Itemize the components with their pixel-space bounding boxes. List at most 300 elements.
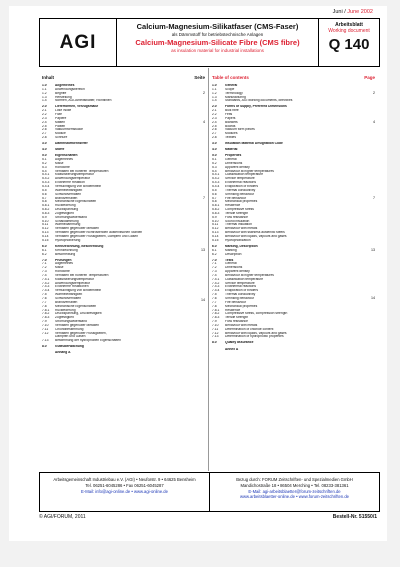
toc-entry-number: 7.8 <box>42 304 47 308</box>
toc-section <box>209 259 378 340</box>
toc-entry-number: 7.4.3 <box>42 285 50 289</box>
toc-entry <box>212 239 361 243</box>
toc-entry-number: 2.6 <box>42 128 47 132</box>
toc-entry-number: 1.2 <box>212 91 217 95</box>
toc-entry-title: Brandverhalten <box>55 196 78 200</box>
toc-entry-number: 7.12 <box>212 331 219 335</box>
toc-entry <box>42 239 191 243</box>
toc-entry <box>212 99 361 103</box>
toc-entry-number: 6.0 <box>212 244 217 248</box>
toc-entry-title: Filze <box>55 113 62 117</box>
toc-entry-title: Properties <box>225 154 242 158</box>
toc-entry-number: 2.5 <box>42 124 47 128</box>
toc-entry-number: 5.4.2 <box>212 177 220 181</box>
toc-entry-number: 8.0 <box>212 341 217 345</box>
toc-entry-number: 5.3 <box>42 165 47 169</box>
toc-entry-title: Fire behaviour <box>225 300 247 304</box>
toc-entry-title: Bulk fibre <box>225 109 239 113</box>
toc-entry-title: Determination of hydrophobic properties <box>225 335 284 339</box>
toc-entry-title: Mechanische Eigenschaften <box>55 304 97 308</box>
toc-entry-title: Verhalten gegenüber nichtrostenden austenitischen Stählen <box>55 231 143 235</box>
toc-entry-number: 4.0 <box>42 148 47 152</box>
toc-entry-number: 5.12 <box>42 227 49 231</box>
toc-entry-number: 6.1 <box>42 248 47 252</box>
toc-entry-number: 7.4.2 <box>212 281 220 285</box>
toc-entry-number: 7.10 <box>42 323 49 327</box>
toc-entry-number: 5.8.1 <box>42 204 50 208</box>
toc-entry-title: Lose Wolle <box>55 109 72 113</box>
heading-contents: Table of contents <box>212 75 249 80</box>
toc-entry-title: Kennzeichnung <box>55 248 78 252</box>
toc-entry-number: 5.13 <box>42 231 49 235</box>
toc-entry-number: 5.4.1 <box>212 173 220 177</box>
toc-section-items <box>42 345 191 349</box>
toc-entry-title: Shrinking behaviour <box>225 297 255 300</box>
toc-entry-title: Dämmstoffkennziffer <box>55 142 88 146</box>
toc-section-page <box>361 348 375 352</box>
toc-entry-title: Schnüre <box>55 136 68 140</box>
toc-entry <box>212 148 361 152</box>
toc-entry-number: 8.0 <box>42 345 47 349</box>
toc-entry-title: Vakuumformstücke <box>55 128 83 132</box>
toc-entry <box>212 142 361 146</box>
toc-entry-number: 5.1 <box>212 158 217 162</box>
heading-seite: Seite <box>194 75 205 80</box>
toc-entry-number: 2.1 <box>42 109 47 113</box>
toc-section <box>209 105 378 140</box>
toc-entry-title: Thermal conductivity <box>225 188 256 192</box>
toc-entry-number: 5.15 <box>42 238 49 242</box>
toc-entry-number: 7.8.1 <box>42 308 50 312</box>
toc-section <box>209 142 378 146</box>
toc-entry-title: Schalldämmung <box>55 219 79 223</box>
toc-entry-title: Flow resistance <box>225 215 248 219</box>
toc-entry-number: 5.4.3 <box>212 181 220 185</box>
table-of-contents <box>39 68 378 471</box>
toc-entry-title: Classification temperature <box>225 277 264 281</box>
toc-entry-title: Allgemeines <box>55 84 75 87</box>
toc-entry-number: 7.8.3 <box>212 316 220 320</box>
toc-entry-title: Normen, AGI-Arbeitsblätter, Richtlinien <box>55 99 112 103</box>
toc-entry-number <box>42 351 55 355</box>
footer-right-line: Mandichostraße 18 • 86504 Merching • Tel. 08233-381361 <box>240 482 349 488</box>
toc-entry-title: Verflüchtigung von Bindemitteln <box>55 185 102 188</box>
toc-entry-title: Begriffe <box>55 91 67 95</box>
toc-entry-number: 7.1 <box>212 262 217 266</box>
toc-section-items <box>42 259 191 344</box>
toc-entry-title: Papiere <box>55 116 67 120</box>
toc-entry-title: Terminology <box>225 91 243 95</box>
toc-section-items <box>42 351 191 355</box>
toc-entry-title: Behaviour with metals <box>225 323 258 327</box>
toc-entry-title: Maße <box>55 161 64 165</box>
toc-entry-number: 7.6 <box>42 297 47 300</box>
date-en: June 2002 <box>347 9 373 15</box>
footer-left-contact-link[interactable]: E-Mail: info@agi-online.de • www.agi-online.de <box>81 488 168 494</box>
toc-entry-title: General <box>225 84 238 87</box>
toc-entry-number: 4.0 <box>212 148 217 152</box>
toc-entry-title: Anwendungstemperatur <box>55 177 91 181</box>
toc-entry-number: 1.2 <box>42 91 47 95</box>
toc-entry-title: Tensile strength <box>225 211 249 215</box>
toc-section <box>39 105 208 140</box>
toc-entry-title: Apparent density <box>225 165 250 169</box>
toc-entry-title: Behaviour with stainless austenitic steels <box>225 231 285 235</box>
toc-entry-number: 7.8.1 <box>212 308 220 312</box>
toc-entry-number: 1.0 <box>42 84 47 87</box>
toc-entry-title: Platten <box>55 124 66 128</box>
toc-entry-number: 5.4.2 <box>42 177 50 181</box>
toc-entry-number: 7.9 <box>212 320 217 324</box>
toc-entry-title: Dämpfen und Gasen <box>55 335 86 339</box>
toc-entry <box>212 341 361 345</box>
toc-entry-number: 2.3 <box>42 116 47 120</box>
toc-entry-number: 7.8.2 <box>42 312 50 316</box>
toc-entry-number: 7.7 <box>42 300 47 304</box>
toc-entry-title: Behaviour at higher temperatures <box>225 273 274 277</box>
toc-entry-title: General <box>225 262 237 266</box>
toc-entry-title: Behaviour with liquids, vapours and gases <box>225 234 287 238</box>
footer-right-line: Bezug durch: FORUM Zeitschriften- und Spezialmedien GmbH <box>236 477 353 482</box>
toc-entry <box>212 136 361 140</box>
toc-entry-title: Exotherme Reaktionen <box>55 285 89 289</box>
toc-entry-title: Flow resistance <box>225 320 248 324</box>
toc-entry-title: Behaviour at higher temperatures <box>225 169 274 173</box>
toc-entry-number: 2.7 <box>212 132 217 136</box>
toc-entry-number: 7.11 <box>42 327 49 331</box>
toc-entry-title: Textiles <box>225 136 236 140</box>
toc-entry-number: 1.1 <box>212 87 217 91</box>
toc-entry <box>42 253 191 257</box>
toc-entry-number: 7.5 <box>42 293 47 297</box>
toc-entry-title: Description <box>225 252 242 256</box>
toc-entry-number: 6.2 <box>42 252 47 256</box>
toc-entry-number: 7.9 <box>42 320 47 324</box>
toc-entry-number: 5.2 <box>212 161 217 165</box>
toc-entry-title: Verhalten gegenüber Metallen <box>55 227 99 231</box>
toc-entry-number: 5.4.3 <box>42 181 50 185</box>
toc-entry-title: Verhalten bei höheren Temperaturen <box>55 169 109 173</box>
toc-entry-number: 6.1 <box>212 248 217 252</box>
toc-entry-number: 2.1 <box>212 109 217 113</box>
toc-entry-title: Exotherme Reaktion <box>55 181 85 185</box>
toc-entry-number: 1.4 <box>212 99 217 103</box>
toc-entry-number: 5.15 <box>212 238 219 242</box>
toc-entry-number: 5.3 <box>212 165 217 169</box>
toc-section-items <box>42 154 191 242</box>
toc-entry-title: Verhalten gegenüber Flüssigkeiten, Dämpfen und Gasen <box>55 234 139 238</box>
toc-entry-title: Service temperature <box>225 177 255 181</box>
toc-section-items <box>212 341 361 345</box>
toc-section-page <box>361 341 375 345</box>
toc-section-page <box>191 345 205 349</box>
toc-entry-title: Service temperature <box>225 281 255 285</box>
toc-entry-title: Exothermal reactions <box>225 285 256 289</box>
toc-section-items <box>212 245 361 257</box>
toc-section-page: 4 <box>203 119 205 124</box>
title-en: Calcium-Magnesium-Silicate Fibre (CMS fibre) <box>135 38 300 47</box>
toc-section <box>39 259 208 344</box>
toc-entry-title: Resilience <box>225 308 241 312</box>
toc-entry-title: Druckspannung, Druckfestigkeit <box>55 312 102 316</box>
toc-entry-number: 5.4.4 <box>42 185 50 188</box>
toc-entry-title: Standards, AGI working documents, directives <box>225 99 293 103</box>
toc-entry-title: Strömungswiderstand <box>55 320 87 324</box>
toc-section-page: 13 <box>371 247 375 252</box>
toc-entry-title: Schwindverhalten <box>55 192 82 196</box>
title-de: Calcium-Magnesium-Silikatfaser (CMS-Faser) <box>136 22 299 31</box>
toc-entry-number: 2.4 <box>212 120 217 124</box>
toc-entry-title: Schwindverhalten <box>55 297 82 300</box>
toc-entry-title: Quality assurance <box>225 341 254 345</box>
toc-section <box>209 341 378 345</box>
toc-entry-number: 5.11 <box>42 223 49 227</box>
toc-entry-title: Evaporation of binders <box>225 185 258 188</box>
toc-entry-number: 7.2 <box>42 266 47 270</box>
subtitle-en: as insulation material for industrial installations <box>171 48 264 53</box>
toc-entry-title: Blankets <box>225 120 238 124</box>
label-de: Arbeitsblatt <box>335 22 363 28</box>
toc-entry-number: 5.8 <box>42 200 47 204</box>
toc-entry-number: 5.5 <box>212 188 217 192</box>
toc-entry-title: Thermal conductivity <box>225 293 256 297</box>
toc-section <box>39 154 208 242</box>
toc-entry-title: Allgemeines <box>55 158 73 162</box>
toc-entry-number: 1.1 <box>42 87 47 91</box>
toc-section-items <box>42 105 191 140</box>
toc-entry-number: 7.8.2 <box>212 312 220 316</box>
toc-entry-number: 7.4.2 <box>42 281 50 285</box>
toc-entry-title: Classification temperature <box>225 173 264 177</box>
toc-entry-number: 7.13 <box>212 335 219 339</box>
toc-entry-number: 5.7 <box>212 196 217 200</box>
toc-entry-number: 5.1 <box>42 158 47 162</box>
toc-entry-number: 2.7 <box>42 132 47 136</box>
toc-section-items <box>42 84 191 103</box>
toc-entry-title: Kennzeichnung, Beschreibung <box>55 244 104 248</box>
toc-entry-number: 7.0 <box>212 258 217 262</box>
toc-section <box>209 245 378 257</box>
toc-section-page: 2 <box>203 90 205 95</box>
toc-entry-title: Prüfungen <box>55 258 72 262</box>
toc-entry-title: Brandverhalten <box>55 300 78 304</box>
toc-english <box>209 68 378 471</box>
header-title-block <box>117 19 319 66</box>
copyright: © AGI/FORUM, 2011 <box>39 514 86 520</box>
toc-entry-number: 2.2 <box>42 113 47 117</box>
toc-entry-title: Modules <box>225 132 238 136</box>
toc-entry-number: 7.5 <box>212 293 217 297</box>
toc-entry-number: 6.2 <box>212 252 217 256</box>
toc-entry-number: 7.3 <box>42 270 47 274</box>
footer-left-line: Tel. 06251-6045286 • Fax 06251-6045287 <box>85 482 164 488</box>
toc-entry-title: Exothermal reactions <box>225 181 256 185</box>
toc-entry-title: Verflüchtigung von Bindemitteln <box>55 289 102 293</box>
toc-entry-title: Shrinking behaviour <box>225 192 255 196</box>
toc-section-page <box>191 142 205 146</box>
toc-entry-number: 2.2 <box>212 113 217 117</box>
toc-entry <box>42 99 191 103</box>
toc-entry-number: 2.4 <box>42 120 47 124</box>
toc-section-page <box>361 142 375 146</box>
toc-section <box>39 84 208 103</box>
toc-section-items <box>42 148 191 152</box>
toc-entry-number: 7.7 <box>212 300 217 304</box>
toc-entry-number: 5.14 <box>212 234 219 238</box>
toc-entry-title: Determination of chloride content <box>225 327 274 331</box>
toc-entry-title: Rohdichte <box>55 270 70 274</box>
toc-entry-title: Strömungswiderstand <box>55 215 87 219</box>
toc-entry <box>42 345 191 349</box>
toc-entry <box>42 351 191 355</box>
toc-entry-title: Güteüberwachung <box>55 345 84 349</box>
toc-entry-number: 5.7 <box>42 196 47 200</box>
toc-entry-number: 5.4 <box>42 169 47 173</box>
toc-section <box>209 148 378 152</box>
toc-entry-number: 1.4 <box>42 99 47 103</box>
toc-entry-title: Thermal insulation <box>225 223 252 227</box>
toc-section-page: 14 <box>371 296 375 300</box>
toc-entry-title: Wärmeleitfähigkeit <box>55 293 83 297</box>
document-header <box>39 18 380 67</box>
toc-entry-number: 7.0 <box>42 258 47 262</box>
toc-section-page: 2 <box>373 90 375 95</box>
toc-entry-title: Anwendungstemperatur <box>55 281 91 285</box>
toc-entry-number: 7.10 <box>212 323 219 327</box>
toc-german-heading <box>39 68 208 84</box>
toc-entry-number: 1.3 <box>42 95 47 99</box>
toc-entry-title: Behaviour with metals <box>225 227 258 231</box>
toc-entry-number: 5.12 <box>212 227 219 231</box>
toc-entry <box>212 253 361 257</box>
toc-entry-number: 5.9 <box>42 215 47 219</box>
toc-entry-number: 5.9 <box>212 215 217 219</box>
toc-entry-number: 6.0 <box>42 244 47 248</box>
toc-entry-title: Rohdichte <box>55 165 70 169</box>
toc-entry-number: 7.12 <box>42 331 49 335</box>
toc-entry-title: Marking <box>225 248 237 252</box>
toc-entry-number: 7.6 <box>212 297 217 300</box>
toc-entry-title: Fire behaviour <box>225 196 247 200</box>
toc-entry-title: Maße <box>55 266 64 270</box>
toc-entry-number: 5.14 <box>42 234 49 238</box>
toc-entry-title: Marking, Description <box>225 244 258 248</box>
toc-section-page <box>191 148 205 152</box>
toc-entry-title: Manufacturing <box>225 95 246 99</box>
document-code: Q 140 <box>328 36 370 53</box>
toc-entry-number <box>212 348 225 352</box>
toc-entry <box>42 136 191 140</box>
toc-entry-number: 5.13 <box>212 231 219 235</box>
toc-entry-title: Wärmedämmung <box>55 223 81 227</box>
order-number: Bestell-Nr. 51550/1 <box>332 514 377 520</box>
toc-entry-title: Insulation Material Designation Code <box>225 142 283 146</box>
toc-entry-title: Tensile strength <box>225 316 249 320</box>
toc-entry-number: 5.8.3 <box>42 211 50 215</box>
toc-entry-number: 5.0 <box>42 154 47 158</box>
toc-entry-number: 5.10 <box>212 219 219 223</box>
toc-entry-title: Apparent density <box>225 270 250 274</box>
toc-entry-title: Bestimmung der hydrophoben Eigenschaften <box>55 339 121 343</box>
toc-section <box>39 345 208 349</box>
toc-entry-number: 7.8.3 <box>42 316 50 320</box>
toc-entry-title: Anhang A <box>55 351 71 355</box>
toc-entry-title: Felts <box>225 113 233 117</box>
toc-entry-number: 7.4.1 <box>212 277 220 281</box>
toc-entry-title: Hydrophobization <box>225 238 251 242</box>
toc-entry-title: Forms of Supply, Preferred Dimensions <box>225 105 287 109</box>
toc-entry-title: Verhalten gegenüber Flüssigkeiten, <box>55 331 107 335</box>
toc-entry <box>42 142 191 146</box>
toc-entry-number: 7.11 <box>212 327 219 331</box>
toc-section-items <box>212 105 361 140</box>
toc-entry-title: Hydrophobierung <box>55 238 81 242</box>
toc-entry-number: 1.0 <box>212 84 217 87</box>
toc-entry <box>212 335 361 339</box>
toc-entry-title: Resilience <box>225 204 241 208</box>
toc-entry-number: 5.0 <box>212 154 217 158</box>
toc-section-items <box>212 142 361 146</box>
toc-section-page <box>361 148 375 152</box>
toc-entry-title: Klassifizierungstemperatur <box>55 277 94 281</box>
toc-entry-number: 5.10 <box>42 219 49 223</box>
agi-logo: AGI <box>40 19 117 66</box>
toc-section-page: 13 <box>201 247 205 252</box>
toc-entry-title: Compressive stress, compression strength <box>225 312 288 316</box>
toc-entry-title: Beschreibung <box>55 252 76 256</box>
toc-entry-number: 7.13 <box>42 339 49 343</box>
toc-entry-title: Scope <box>225 87 235 91</box>
toc-entry-title: Verhalten bei höheren Temperaturen <box>55 273 109 277</box>
toc-entry-number: 2.0 <box>212 105 217 109</box>
document-date: Juni / June 2002 <box>332 9 373 15</box>
toc-section-items <box>212 148 361 152</box>
toc-entry-number: 5.8.3 <box>212 211 220 215</box>
toc-section <box>39 142 208 146</box>
toc-entry-number: 7.8 <box>212 304 217 308</box>
toc-entry-title: Allgemeines <box>55 262 73 266</box>
toc-entry-title: Druckspannung <box>55 208 79 212</box>
toc-entry <box>42 148 191 152</box>
toc-section-page: 14 <box>201 297 205 302</box>
toc-entry-number: 2.3 <box>212 116 217 120</box>
toc-entry-title: Mechanische Eigenschaften <box>55 200 97 204</box>
footer-right-web-link[interactable]: www.arbeitsblaetter-online.de • www.forum-zeitschriften.de <box>240 494 349 500</box>
toc-section <box>39 351 208 355</box>
footer-right-email-link[interactable]: E-Mail: agi-arbeitsblaetter@forum-zeitschriften.de <box>248 488 341 494</box>
toc-entry-title: Dimensions <box>225 266 243 270</box>
toc-entry-number: 5.8.1 <box>212 204 220 208</box>
toc-entry-title: Module <box>55 132 66 136</box>
toc-entry-title: Matten <box>55 120 66 124</box>
toc-entry-title: Wärmeleitfähigkeit <box>55 188 83 192</box>
toc-entry-number: 5.2 <box>42 161 47 165</box>
heading-page: Page <box>364 75 375 80</box>
toc-entry-title: Mechanical properties <box>225 304 258 308</box>
toc-entry-number: 2.8 <box>212 136 217 140</box>
toc-section-page: 7 <box>373 195 375 200</box>
toc-section-items <box>212 154 361 242</box>
toc-entry-number: 7.4 <box>212 273 217 277</box>
toc-entry-title: Sound insulation <box>225 219 250 223</box>
toc-entry-number: 5.11 <box>212 223 219 227</box>
toc-entry-number: 7.4 <box>42 273 47 277</box>
toc-entry-title: Rückfederung <box>55 204 76 208</box>
toc-section-page: 4 <box>373 119 375 124</box>
toc-entry-title: Material <box>225 148 238 152</box>
toc-section-items <box>212 84 361 103</box>
footer-left-line: Arbeitsgemeinschaft Industriebau e.V. (AGI) • Neuforstr. 9 • 64625 Bensheim <box>53 477 196 482</box>
